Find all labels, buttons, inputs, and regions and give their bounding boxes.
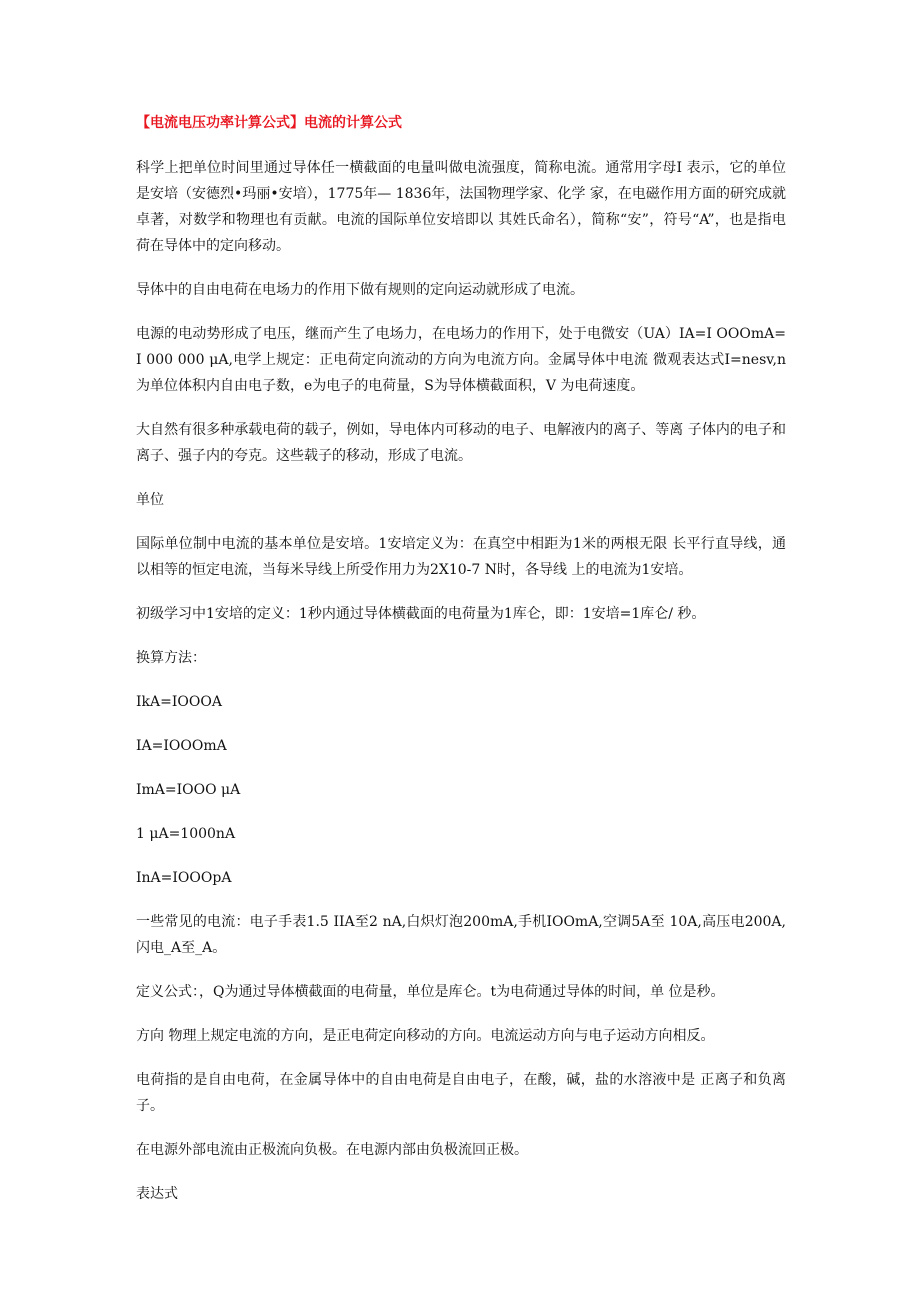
heading-conversion: 换算方法： [136,650,206,666]
paragraph-carriers: 大自然有很多种承载电荷的载子，例如，导电体内可移动的电子、电解液内的离子、等离 子体内的电子和离子、强子内的夸克。这些载子的移动，形成了电流。 [136,422,786,464]
paragraph-formation: 导体中的自由电荷在电场力的作用下做有规则的定向运动就形成了电流。 [136,282,584,298]
conversion-ua: 1 μA=1000nA [136,826,236,842]
heading-expression: 表达式 [136,1186,178,1202]
document-title: 【电流电压功率计算公式】电流的计算公式 [136,115,402,131]
paragraph-direction: 方向 物理上规定电流的方向，是正电荷定向移动的方向。电流运动方向与电子运动方向相反。 [136,1028,715,1044]
paragraph-circuit-flow: 在电源外部电流由正极流向负极。在电源内部由负极流回正极。 [136,1142,528,1158]
conversion-ma: ImA=IOOO μA [136,782,241,798]
paragraph-free-charge: 电荷指的是自由电荷，在金属导体中的自由电荷是自由电子，在酸，碱，盐的水溶液中是 正离子和负离子。 [136,1072,786,1114]
paragraph-basic-definition: 初级学习中1安培的定义：1秒内通过导体横截面的电荷量为1库仑，即：1安培=1库仑/ 秒。 [136,606,706,622]
conversion-ka: IkA=IOOOA [136,694,222,710]
conversion-na: InA=IOOOpA [136,870,232,886]
document-page [136,112,786,1225]
paragraph-emf: 电源的电动势形成了电压，继而产生了电场力，在电场力的作用下，处于电微安（UA）IA=I OOOmA=I 000 000 μA,电学上规定：正电荷定向流动的方向为电流方向。金属导体中电流 微观表达式I=nesv,n为单位体积内自由电子数，e为电子的电荷量，S为导体横截面积，V 为电荷速度。 [136,326,786,394]
paragraph-common-currents: 一些常见的电流：电子手表1.5 IIA至2 nA,白炽灯泡200mA,手机IOOmA,空调5A至 10A,高压电200A,闪电_A至_A。 [136,914,786,956]
heading-unit: 单位 [136,492,164,508]
paragraph-definition: 科学上把单位时间里通过导体任一横截面的电量叫做电流强度，简称电流。通常用字母I 表示，它的单位是安培（安德烈•玛丽•安培），1775年— 1836年，法国物理学家、化学 家，在电磁作用方面的研究成就卓著，对数学和物理也有贡献。电流的国际单位安培即以 其姓氏命名），简称“安”，符号“A”，也是指电荷在导体中的定向移动。 [136,160,786,254]
paragraph-si-unit: 国际单位制中电流的基本单位是安培。1安培定义为：在真空中相距为1米的两根无限 长平行直导线，通以相等的恒定电流，当每米导线上所受作用力为2X10-7 N时，各导线 上的电流为1安培。 [136,536,786,578]
conversion-a: IA=IOOOmA [136,738,227,754]
paragraph-formula: 定义公式：，Q为通过导体横截面的电荷量，单位是库仑。t为电荷通过导体的时间，单 位是秒。 [136,984,725,1000]
